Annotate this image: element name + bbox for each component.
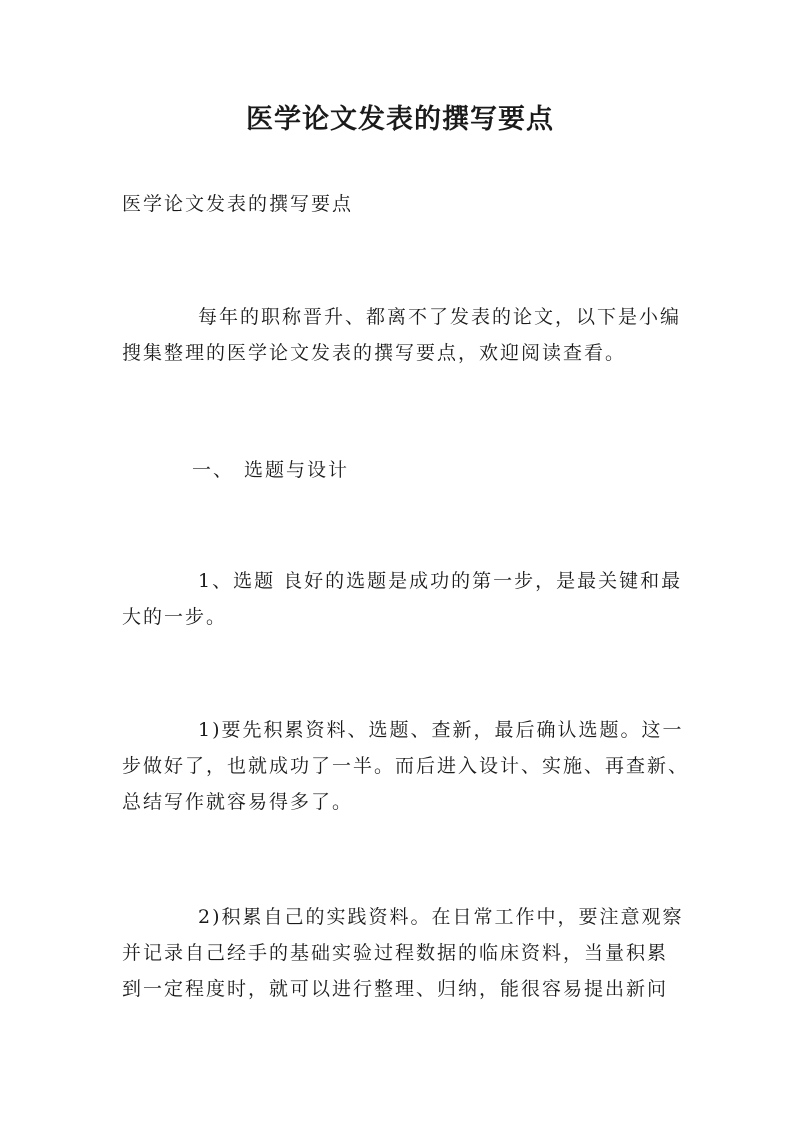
document-subtitle	[122, 186, 682, 222]
paragraph-line: 步做好了，也就成功了一半。而后进入设计、实施、再查新、	[122, 755, 690, 777]
paragraph-practice-materials	[122, 899, 682, 1007]
paragraph-line: 并记录自己经手的基础实验过程数据的临床资料，当量积累	[122, 942, 669, 964]
section-number: 一、	[192, 459, 235, 481]
intro-line-1: 每年的职称晋升、都离不了发表的论文，以下是小编	[198, 306, 682, 328]
paragraph-accumulate-materials	[122, 712, 690, 820]
paragraph-line: 1)要先积累资料、选题、查新，最后确认选题。这一	[198, 719, 684, 741]
paragraph-line: 1、选题 良好的选题是成功的第一步，是最关键和最	[198, 570, 683, 592]
intro-line-2: 搜集整理的医学论文发表的撰写要点，欢迎阅读查看。	[122, 342, 627, 364]
paragraph-line: 到一定程度时，就可以进行整理、归纳，能很容易提出新问	[122, 978, 669, 1000]
section-heading-text: 选题与设计	[244, 459, 350, 481]
document-title: 医学论文发表的撰写要点	[246, 104, 554, 135]
paragraph-line: 2)积累自己的实践资料。在日常工作中，要注意观察	[198, 906, 684, 928]
subtitle-text: 医学论文发表的撰写要点	[122, 193, 354, 215]
intro-paragraph	[122, 299, 682, 371]
paragraph-line: 总结写作就容易得多了。	[122, 791, 354, 813]
paragraph-topic-selection	[122, 563, 682, 635]
paragraph-line: 大的一步。	[122, 606, 228, 628]
section-heading	[122, 452, 752, 488]
